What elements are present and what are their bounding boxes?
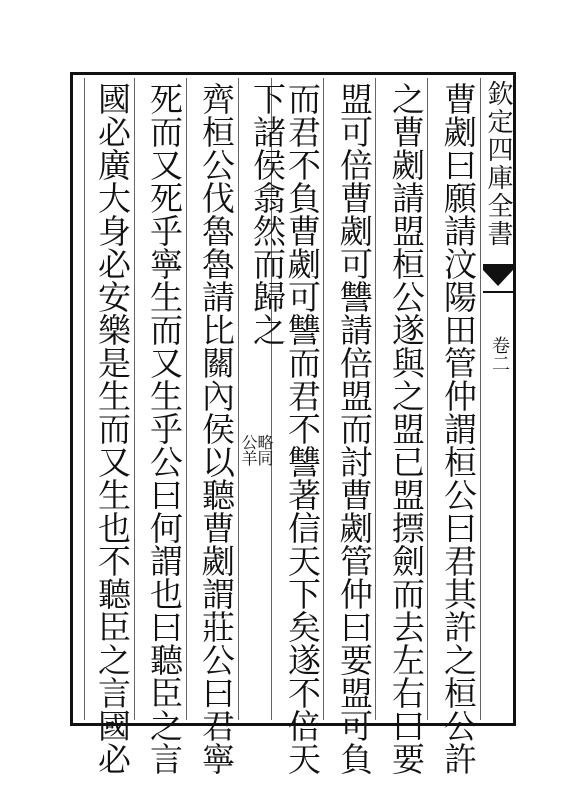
text-column-3: 盟可倍曹劌可讐請倍盟而討曹劌管仲曰要盟可負 (335, 82, 374, 775)
text-column-6: 齊桓公伐魯魯請比關內侯以聽曹劌謂莊公曰君寧 (197, 82, 236, 775)
annotation-line-2: 公羊 (239, 434, 258, 466)
column-rule (480, 78, 481, 720)
annotation-line-1: 略同 (255, 434, 274, 466)
column-rule (238, 78, 239, 720)
column-rule (84, 78, 85, 720)
text-column-7: 死而又死乎寧生而又生乎公曰何謂也曰聽臣之言 (145, 82, 184, 775)
column-rule (186, 78, 187, 720)
text-column-2: 之曹劌請盟桓公遂與之盟已盟摽劍而去左右曰要 (387, 82, 426, 775)
volume-label: 卷二 (489, 336, 510, 372)
text-column-1: 曹劌曰願請汶陽田管仲謂桓公曰君其許之桓公許 (439, 82, 478, 775)
column-rule (134, 78, 135, 720)
text-column-8: 國必廣大身必安樂是生而又生也不聽臣之言國必 (93, 82, 132, 775)
fish-tail-mark (481, 258, 515, 298)
book-title: 欽定四庫全書 (483, 80, 513, 248)
text-column-5: 下諸侯翕然而歸之 (248, 82, 287, 346)
text-column-4: 而君不負曹劌可讐而君不讐著信天下矣遂不倍天 (283, 82, 322, 775)
